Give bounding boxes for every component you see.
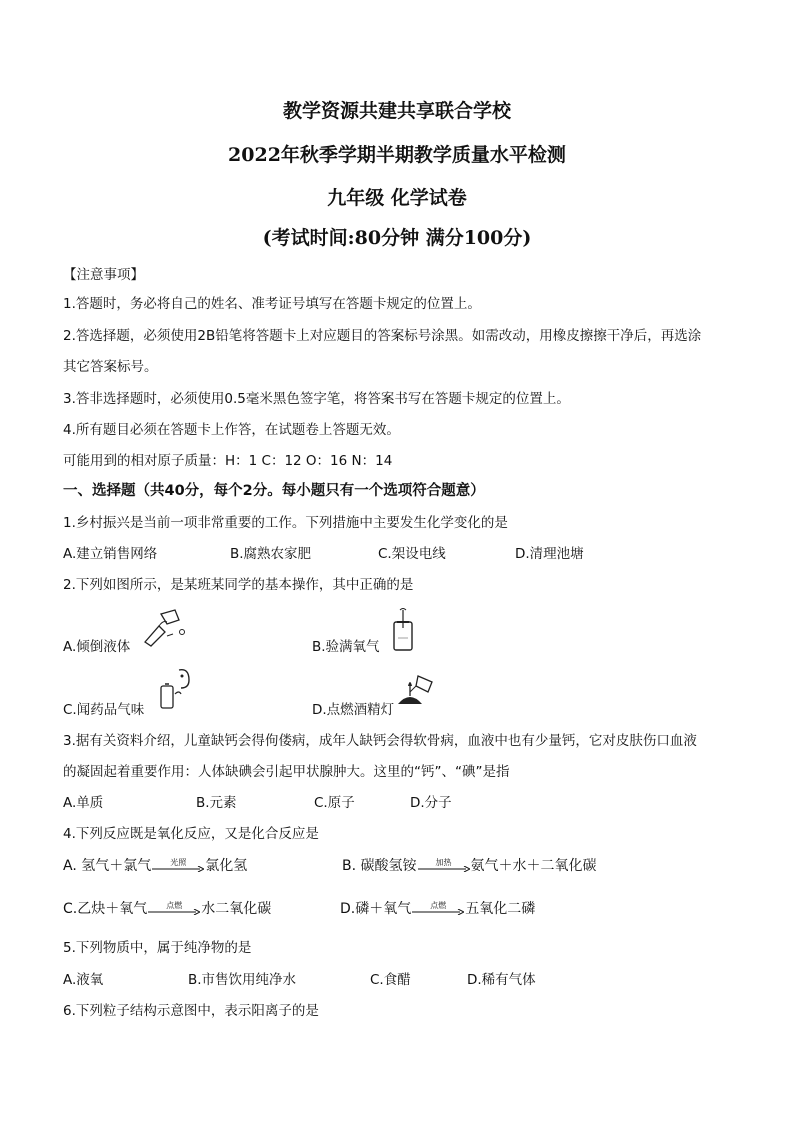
q2-option-d[interactable]: D.点燃酒精灯	[312, 702, 395, 718]
q3-option-a[interactable]: A.单质	[63, 795, 104, 811]
q5-option-a[interactable]: A.液氧	[63, 972, 104, 988]
notice-item-2: 2.答选择题，必须使用2B铅笔将答题卡上对应题目的答案标号涂黑。如需改动，用橡皮擦擦干净后，再选涂	[63, 328, 702, 344]
q1-option-c[interactable]: C.架设电线	[378, 546, 446, 562]
reaction-arrow	[418, 859, 470, 875]
q4-option-d[interactable]	[340, 898, 535, 918]
subject-title: 九年级 化学试卷	[327, 187, 467, 209]
notice-item-2-cont: 其它答案标号。	[63, 359, 158, 375]
q3-option-c[interactable]: C.原子	[314, 795, 355, 811]
q2-option-c[interactable]: C.闻药品气味	[63, 702, 145, 718]
notice-item-4: 4.所有题目必须在答题卡上作答，在试题卷上答题无效。	[63, 422, 400, 438]
q4-option-c[interactable]	[63, 898, 271, 918]
q4-a-reactants: A. 氢气＋氯气	[63, 858, 152, 874]
alcohol-lamp-icon	[392, 668, 438, 714]
q4-c-condition: 点燃	[166, 901, 183, 910]
q4-option-b[interactable]	[342, 855, 597, 875]
q4-a-condition: 光照	[170, 858, 187, 867]
q4-b-condition: 加热	[435, 858, 452, 867]
q1-stem: 1.乡村振兴是当前一项非常重要的工作。下列措施中主要发生化学变化的是	[63, 515, 508, 531]
notice-item-3: 3.答非选择题时，必须使用0.5毫米黑色签字笔，将答案书写在答题卡规定的位置上。	[63, 391, 570, 407]
q4-stem: 4.下列反应既是氧化反应，又是化合反应是	[63, 826, 319, 842]
q5-option-d[interactable]: D.稀有气体	[467, 972, 536, 988]
notice-title: 【注意事项】	[63, 267, 144, 283]
school-title: 教学资源共建共享联合学校	[282, 100, 511, 122]
q2-stem: 2.下列如图所示，是某班某同学的基本操作，其中正确的是	[63, 577, 414, 593]
q4-a-products: 氯化氢	[205, 858, 248, 874]
reaction-arrow	[152, 859, 204, 875]
q5-option-c[interactable]: C.食醋	[370, 972, 411, 988]
q4-c-products: 水二氧化碳	[201, 901, 272, 917]
q1-option-b[interactable]: B.腐熟农家肥	[230, 546, 312, 562]
q3-option-d[interactable]: D.分子	[410, 795, 452, 811]
q4-d-products: 五氧化二磷	[465, 901, 536, 917]
atomic-mass-line: 可能用到的相对原子质量：H：1 C：12 O：16 N：14	[63, 453, 393, 469]
q5-stem: 5.下列物质中，属于纯净物的是	[63, 940, 252, 956]
q1-option-a[interactable]: A.建立销售网络	[63, 546, 158, 562]
q3-stem-line1: 3.据有关资料介绍，儿童缺钙会得佝偻病，成年人缺钙会得软骨病，血液中也有少量钙，它对皮肤伤口血液	[63, 733, 697, 749]
q1-option-d[interactable]: D.清理池塘	[515, 546, 584, 562]
q3-option-b[interactable]: B.元素	[196, 795, 237, 811]
exam-title: 2022年秋季学期半期教学质量水平检测	[228, 144, 566, 166]
time-note: (考试时间:80分钟 满分100分)	[262, 227, 532, 249]
oxygen-bottle-icon	[388, 608, 418, 652]
reaction-arrow	[148, 902, 200, 918]
q4-c-reactants: C.乙炔＋氧气	[63, 901, 148, 917]
notice-item-1: 1.答题时，务必将自己的姓名、准考证号填写在答题卡规定的位置上。	[63, 296, 481, 312]
q6-stem: 6.下列粒子结构示意图中，表示阳离子的是	[63, 1003, 319, 1019]
q5-option-b[interactable]: B.市售饮用纯净水	[188, 972, 297, 988]
q4-d-reactants: D.磷＋氧气	[340, 901, 412, 917]
reaction-arrow	[412, 902, 464, 918]
q4-b-reactants: B. 碳酸氢铵	[342, 858, 417, 874]
q3-stem-line2: 的凝固起着重要作用：人体缺碘会引起甲状腺肿大。这里的“钙”、“碘”是指	[63, 764, 510, 780]
q4-b-products: 氨气＋水＋二氧化碳	[470, 858, 597, 874]
q4-option-a[interactable]	[63, 855, 247, 875]
pouring-liquid-icon	[137, 606, 189, 648]
q4-d-condition: 点燃	[430, 901, 447, 910]
smelling-chemical-icon	[155, 664, 195, 712]
section-title: 一、选择题（共40分，每个2分。每小题只有一个选项符合题意）	[63, 483, 485, 499]
q2-option-b[interactable]: B.验满氧气	[312, 639, 380, 655]
q2-option-a[interactable]: A.倾倒液体	[63, 639, 131, 655]
